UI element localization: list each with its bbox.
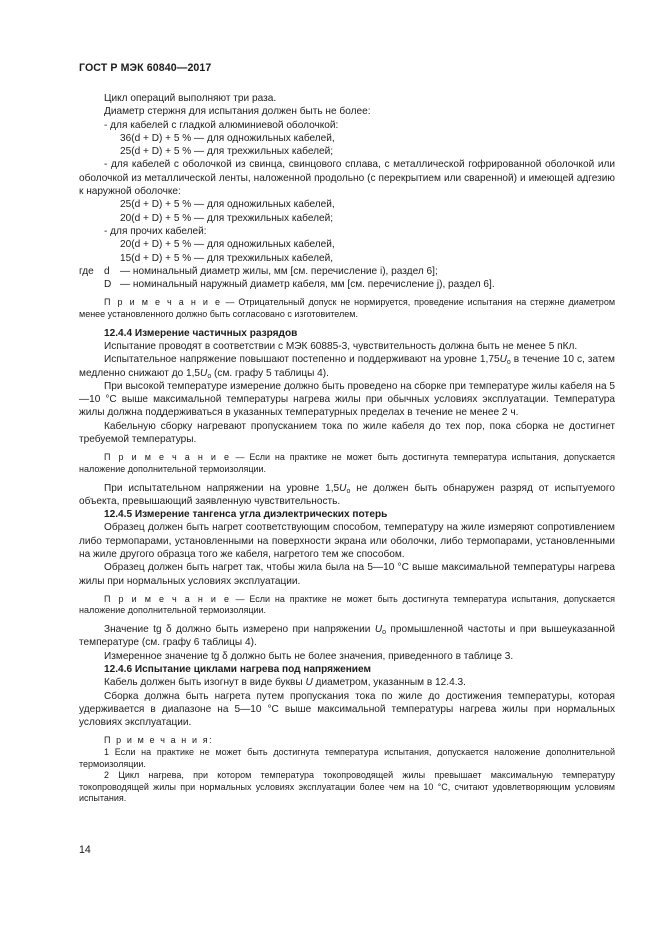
section-heading: 12.4.6 Испытание циклами нагрева под напряжением xyxy=(104,663,371,675)
paragraph: Образец должен быть нагрет соответствующим способом, температуру на жиле измеряют сопротивлением либо термопарами, установленными на поверхности экрана или оболочки, либо термопарами, установленными на жиле другого образца того же кабеля, нагретого тем же способом. xyxy=(79,522,615,560)
note-text: — Отрицательный допуск не нормируется, проведение испытания на стержне диаметром менее установленного должно быть согласовано с изготовителем. xyxy=(79,297,616,320)
note xyxy=(79,452,615,475)
note-label: П р и м е ч а н и е xyxy=(104,452,231,463)
note-text: — Если на практике не может быть достигнута температура испытания, допускается наложение дополнительной термоизоляции. xyxy=(79,452,615,474)
note-label: П р и м е ч а н и е xyxy=(104,297,222,308)
section-heading: 12.4.5 Измерение тангенса угла диэлектрических потерь xyxy=(104,509,388,521)
paragraph: Испытательное напряжение повышают постепенно и поддерживают на уровне $1,75U_o$ в течение 10 с, затем медленно снижают до $1,5U_o$ (см. графу 5 таблицы 4). xyxy=(79,354,615,380)
formula-line: 20(d + D) + 5 % — для трехжильных кабелей; xyxy=(120,212,334,224)
paragraph: Сборка должна быть нагрета путем пропускания тока по жиле до достижения температуры, которая удерживается в диапазоне на 5—10 °С выше максимальной температуры нагрева жилы при нормальных условиях эксплуатации. xyxy=(79,690,615,729)
paragraph: Образец должен быть нагрет так, чтобы жила была на 5—10 °С выше максимальной температуры нагрева жилы при нормальных условиях эксплуатации. xyxy=(79,562,615,587)
paragraph: Значение tg δ должно быть измерено при напряжении $U_o$ промышленной частоты и при вышеуказанной температуре (см. графу 6 таблицы 4). xyxy=(79,624,615,649)
note-text: — Если на практике не может быть достигнута температура испытания, допускается наложение дополнительной термоизоляции. xyxy=(79,593,615,616)
where-definition: — номинальный наружный диаметр кабеля, мм [см. перечисление j), раздел 6]. xyxy=(120,279,495,291)
document-body xyxy=(79,92,615,805)
formula-line: 20(d + D) + 5 % — для одножильных кабелей, xyxy=(120,239,335,251)
note-item: 2 Цикл нагрева, при котором температура токопроводящей жилы превышает максимальную температуру токопроводящей жилы при нормальных условиях эксплуатации более чем на 10 °С, считают удовлетворяющим условиям испытания. xyxy=(79,770,615,804)
paragraph: Кабельную сборку нагревают пропусканием тока по жиле кабеля до тех пор, пока сборка не достигнет требуемой температуры. xyxy=(79,420,615,446)
note xyxy=(79,594,615,617)
where-definition: — номинальный диаметр жилы, мм [см. перечисление i), раздел 6]; xyxy=(120,265,438,277)
paragraph: Диаметр стержня для испытания должен быть не более: xyxy=(104,106,371,118)
symbol-d: d xyxy=(104,265,110,277)
formula-line: 25(d + D) + 5 % — для трехжильных кабелей; xyxy=(120,146,334,158)
paragraph: Испытание проводят в соответствии с МЭК 60885-3, чувствительность должна быть не менее 5 пКл. xyxy=(104,340,578,352)
list-item: - для кабелей с оболочкой из свинца, свинцового сплава, с металлической гофрированной оболочкой или оболочкой из металлической ленты, наложенной продольно (с перекрытием или сваренной) и имеющей адгезию к наружной оболочке: xyxy=(79,159,615,198)
list-item: - для прочих кабелей: xyxy=(104,225,207,237)
document-header: ГОСТ Р МЭК 60840—2017 xyxy=(79,62,212,74)
list-item: - для кабелей с гладкой алюминиевой оболочкой: xyxy=(104,119,339,131)
section-heading: 12.4.4 Измерение частичных разрядов xyxy=(104,327,298,339)
paragraph: Кабель должен быть изогнут в виде буквы U диаметром, указанным в 12.4.3. xyxy=(104,677,466,689)
symbol-D: D xyxy=(104,279,112,291)
paragraph: Измеренное значение tg δ должно быть не более значения, приведенного в таблице 3. xyxy=(104,650,514,662)
note-item: 1 Если на практике не может быть достигнута температура испытания, допускается наложение дополнительной термоизоляции. xyxy=(79,747,615,769)
note-label: П р и м е ч а н и е xyxy=(104,593,231,604)
formula-line: 25(d + D) + 5 % — для одножильных кабелей, xyxy=(120,199,335,211)
formula-line: 15(d + D) + 5 % — для трехжильных кабелей, xyxy=(120,252,334,264)
where-label: где xyxy=(79,265,94,277)
paragraph: Цикл операций выполняют три раза. xyxy=(104,93,277,104)
notes-label: П р и м е ч а н и я: xyxy=(104,735,214,746)
where-line-D xyxy=(79,278,615,291)
note xyxy=(79,297,615,320)
page-number: 14 xyxy=(79,844,91,856)
paragraph: При испытательном напряжении на уровне $1,5U_o$ не должен быть обнаружен разряд от испытуемого объекта, превышающий заявленную чувствительность. xyxy=(79,482,615,507)
paragraph: При высокой температуре измерение должно быть проведено на сборке при температуре жилы кабеля на 5—10 °С выше максимальной температуры нагрева жилы при обычных условиях эксплуатации. Температура жилы должна поддерживаться в указанных температурных пределах в течение не менее 2 ч. xyxy=(79,380,615,419)
formula-line: 36(d + D) + 5 % — для одножильных кабелей, xyxy=(120,132,335,144)
where-line-d xyxy=(79,265,615,278)
